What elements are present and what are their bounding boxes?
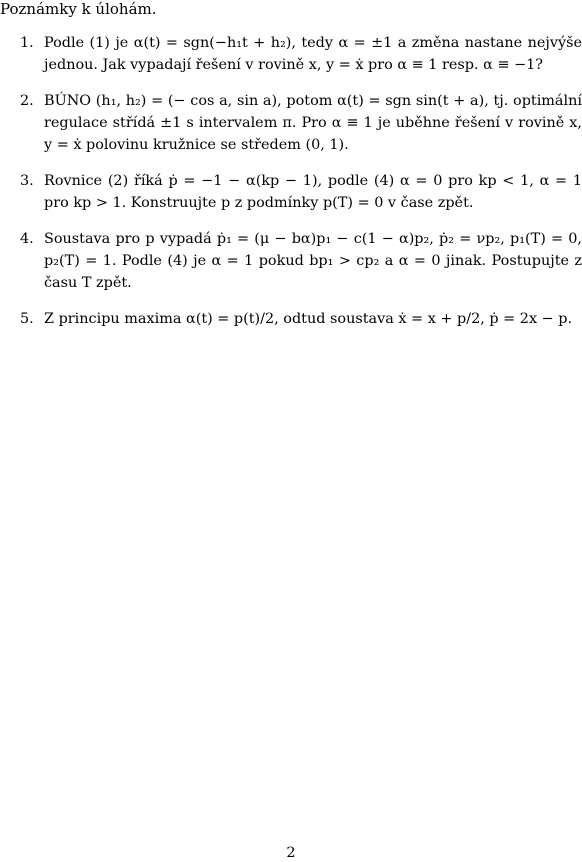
- note-number: 2.: [20, 93, 34, 109]
- page-heading: Poznámky k úlohám.: [0, 0, 157, 18]
- note-number: 1.: [20, 35, 34, 51]
- note-item-2: [0, 90, 582, 156]
- note-number: 5.: [20, 311, 34, 327]
- note-item-3: [0, 170, 582, 214]
- notes-list: [0, 32, 582, 344]
- note-number: 4.: [20, 231, 34, 247]
- note-item-4: [0, 228, 582, 294]
- note-text: Z principu maxima α(t) = p(t)/2, odtud soustava ẋ = x + p/2, ṗ = 2x − p.: [44, 311, 573, 327]
- page-number: 2: [286, 845, 296, 861]
- note-text: Soustava pro p vypadá ṗ₁ = (μ − bα)p₁ − c(1 − α)p₂, ṗ₂ = νp₂, p₁(T) = 0, p₂(T) = 1. Podle (4) je α = 1 pokud bp₁ > cp₂ a α = 0 jinak. Postupujte z času T zpět.: [44, 231, 582, 291]
- note-number: 3.: [20, 173, 34, 189]
- note-text: Podle (1) je α(t) = sgn(−h₁t + h₂), tedy α = ±1 a změna nastane nejvýše jednou. Jak vypadají řešení v rovině x, y = ẋ pro α ≡ 1 resp. α ≡ −1?: [44, 35, 582, 73]
- note-text: BÚNO (h₁, h₂) = (− cos a, sin a), potom α(t) = sgn sin(t + a), tj. optimální regulace střídá ±1 s intervalem π. Pro α ≡ 1 je uběhne řešení v rovině x, y = ẋ polovinu kružnice se středem (0, 1).: [44, 93, 582, 153]
- note-item-1: [0, 32, 582, 76]
- note-item-5: [0, 308, 582, 330]
- note-text: Rovnice (2) říká ṗ = −1 − α(kp − 1), podle (4) α = 0 pro kp < 1, α = 1 pro kp > 1. Konstruujte p z podmínky p(T) = 0 v čase zpět.: [44, 173, 582, 211]
